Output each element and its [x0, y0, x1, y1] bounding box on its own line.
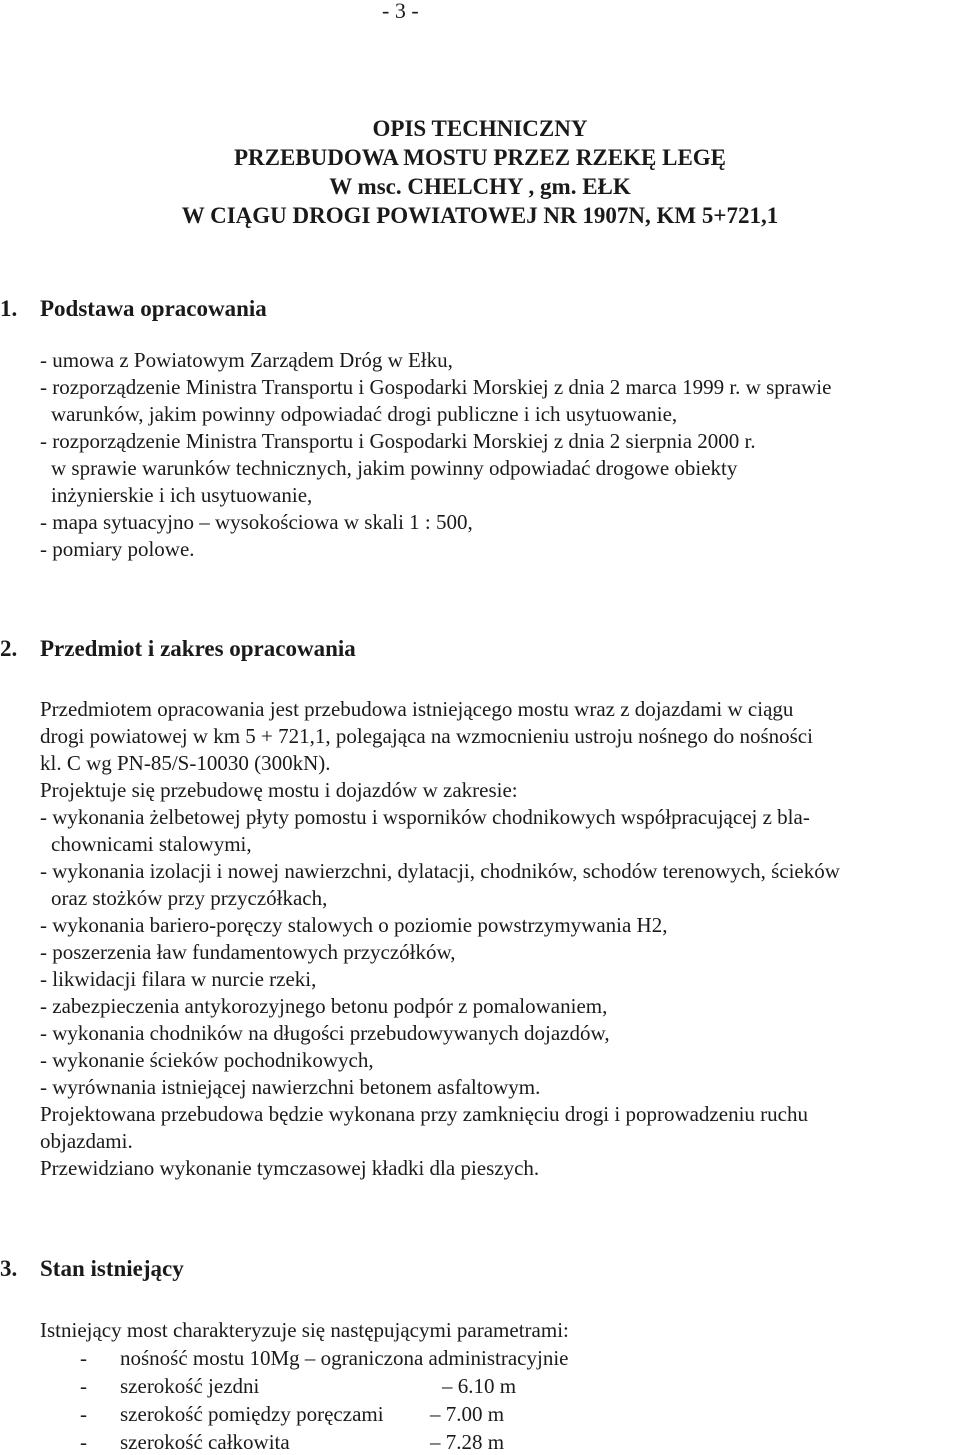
section-number: 1. — [0, 296, 18, 321]
section-number: 2. — [0, 636, 18, 661]
parameter-value: – 6.10 m — [442, 1374, 517, 1398]
parameter-value: – 7.28 m — [430, 1430, 505, 1454]
section-1-line: - mapa sytuacyjno – wysokościowa w skali 1 : 500, — [40, 510, 473, 534]
title-line: W msc. CHELCHY , gm. EŁK — [329, 174, 631, 199]
list-dash: - — [80, 1430, 87, 1454]
section-2-line: - wyrównania istniejącej nawierzchni betonem asfaltowym. — [40, 1075, 541, 1099]
section-2-line: drogi powiatowej w km 5 + 721,1, polegająca na wzmocnieniu ustroju nośnego do nośności — [40, 724, 813, 748]
section-title: Przedmiot i zakres opracowania — [40, 636, 356, 661]
section-3-heading — [0, 1256, 184, 1282]
section-1-line: warunków, jakim powinny odpowiadać drogi publiczne i ich usytuowanie, — [51, 402, 678, 426]
section-2-line: Projektuje się przebudowę mostu i dojazdów w zakresie: — [40, 778, 518, 802]
page-number: - 3 - — [382, 0, 419, 23]
section-2-line: - zabezpieczenia antykorozyjnego betonu podpór z pomalowaniem, — [40, 994, 608, 1018]
section-1-line: inżynierskie i ich usytuowanie, — [51, 483, 313, 507]
parameter-label: szerokość jezdni — [120, 1374, 260, 1398]
section-2-line: - wykonania bariero-poręczy stalowych o poziomie powstrzymywania H2, — [40, 913, 668, 937]
section-2-line: - wykonanie ścieków pochodnikowych, — [40, 1048, 374, 1072]
parameter-label: nośność mostu 10Mg – ograniczona administracyjnie — [120, 1346, 569, 1370]
section-number: 3. — [0, 1256, 18, 1281]
section-2-line: - wykonania żelbetowej płyty pomostu i wsporników chodnikowych współpracującej z bla- — [40, 805, 810, 829]
section-title: Stan istniejący — [40, 1256, 184, 1281]
list-dash: - — [80, 1346, 87, 1370]
section-2-line: Przewidziano wykonanie tymczasowej kładki dla pieszych. — [40, 1156, 540, 1180]
parameter-label: szerokość całkowita — [120, 1430, 290, 1454]
title-line: W CIĄGU DROGI POWIATOWEJ NR 1907N, KM 5+721,1 — [181, 203, 779, 228]
section-1-heading — [0, 296, 267, 322]
list-dash: - — [80, 1374, 87, 1398]
section-2-line: - wykonania chodników na długości przebudowywanych dojazdów, — [40, 1021, 610, 1045]
parameter-row — [80, 1374, 259, 1399]
section-1-line: - umowa z Powiatowym Zarządem Dróg w Ełku, — [40, 348, 453, 372]
parameter-row — [80, 1346, 569, 1371]
section-1-line: w sprawie warunków technicznych, jakim powinny odpowiadać drogowe obiekty — [51, 456, 738, 480]
parameter-row — [80, 1402, 384, 1427]
list-dash: - — [80, 1402, 87, 1426]
section-2-line: chownicami stalowymi, — [51, 832, 252, 856]
section-2-line: objazdami. — [40, 1129, 133, 1153]
section-2-line: Projektowana przebudowa będzie wykonana przy zamknięciu drogi i poprowadzeniu ruchu — [40, 1102, 808, 1126]
title-line: OPIS TECHNICZNY — [372, 116, 588, 141]
section-title: Podstawa opracowania — [40, 296, 267, 321]
section-3-intro: Istniejący most charakteryzuje się następującymi parametrami: — [40, 1318, 569, 1342]
title-line: PRZEBUDOWA MOSTU PRZEZ RZEKĘ LEGĘ — [233, 145, 727, 170]
document-title — [0, 114, 960, 230]
section-2-line: - wykonania izolacji i nowej nawierzchni, dylatacji, chodników, schodów terenowych, ścieków — [40, 859, 840, 883]
section-1-line: - pomiary polowe. — [40, 537, 195, 561]
section-1-line: - rozporządzenie Ministra Transportu i Gospodarki Morskiej z dnia 2 marca 1999 r. w sprawie — [40, 375, 832, 399]
section-2-line: kl. C wg PN-85/S-10030 (300kN). — [40, 751, 331, 775]
section-2-line: oraz stożków przy przyczółkach, — [51, 886, 328, 910]
section-2-line: Przedmiotem opracowania jest przebudowa istniejącego mostu wraz z dojazdami w ciągu — [40, 697, 794, 721]
parameter-label: szerokość pomiędzy poręczami — [120, 1402, 384, 1426]
section-2-heading — [0, 636, 356, 662]
parameter-row — [80, 1430, 290, 1455]
parameter-value: – 7.00 m — [430, 1402, 505, 1426]
section-1-line: - rozporządzenie Ministra Transportu i Gospodarki Morskiej z dnia 2 sierpnia 2000 r. — [40, 429, 756, 453]
section-2-line: - likwidacji filara w nurcie rzeki, — [40, 967, 317, 991]
section-2-line: - poszerzenia ław fundamentowych przyczółków, — [40, 940, 456, 964]
